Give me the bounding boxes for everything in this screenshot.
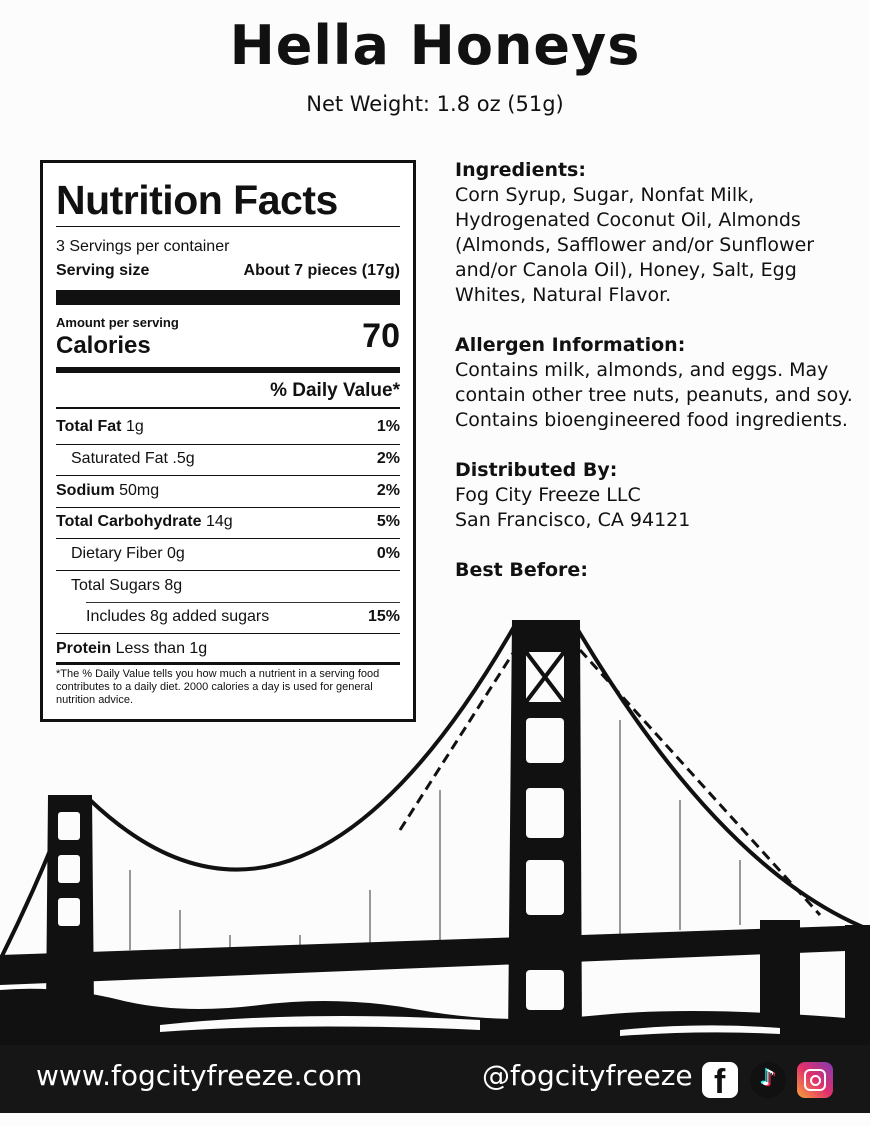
bottom-margin xyxy=(0,1113,870,1126)
calories-value: 70 xyxy=(362,317,400,355)
ingredients-text: Corn Syrup, Sugar, Nonfat Milk, Hydrogenated Coconut Oil, Almonds (Almonds, Safflower and/or Sunflower and/or Canola Oil), Honey, Salt, Egg Whites, Natural Flavor. xyxy=(455,184,815,306)
instagram-icon[interactable] xyxy=(797,1062,833,1098)
net-weight: Net Weight: 1.8 oz (51g) xyxy=(306,92,564,116)
nutrient-row-protein: Protein Less than 1g xyxy=(56,640,208,657)
daily-value-footnote: *The % Daily Value tells you how much a nutrient in a serving food contributes to a daily diet. 2000 calories a day is used for general nutrition advice. xyxy=(56,668,380,706)
nutrient-row-sodium: Sodium 50mg 2% xyxy=(56,482,400,499)
footer-bar xyxy=(0,1045,870,1113)
product-title: Hella Honeys xyxy=(229,14,641,77)
nutrient-row-total-carbohydrate: Total Carbohydrate 14g 5% xyxy=(56,513,400,530)
serving-size-value: About 7 pieces (17g) xyxy=(243,262,400,279)
distributor-name: Fog City Freeze LLC xyxy=(455,484,641,506)
serving-size-row xyxy=(56,262,400,280)
best-before-heading: Best Before: xyxy=(455,559,588,581)
nutrient-row-saturated-fat: Saturated Fat .5g 2% xyxy=(71,450,400,467)
allergen-text: Contains milk, almonds, and eggs. May contain other tree nuts, peanuts, and soy. Contains bioengineered food ingredients. xyxy=(455,359,853,431)
golden-gate-bridge-illustration xyxy=(0,560,870,1126)
facebook-icon[interactable]: f xyxy=(702,1062,738,1098)
social-handle[interactable]: @fogcityfreeze xyxy=(482,1059,693,1092)
tiktok-icon[interactable]: ♪ xyxy=(750,1062,786,1098)
calories-label: Calories xyxy=(56,332,151,359)
distributor-address: San Francisco, CA 94121 xyxy=(455,509,691,531)
website-link[interactable]: www.fogcityfreeze.com xyxy=(36,1059,363,1092)
distributed-heading: Distributed By: xyxy=(455,459,618,481)
nutrient-row-total-fat: Total Fat 1g 1% xyxy=(56,418,400,435)
nutrient-row-total-sugars: Total Sugars 8g xyxy=(71,577,183,594)
product-info xyxy=(455,158,865,608)
nutrient-row-added-sugars: Includes 8g added sugars 15% xyxy=(86,608,400,625)
allergen-heading: Allergen Information: xyxy=(455,334,686,356)
nutrient-row-dietary-fiber: Dietary Fiber 0g 0% xyxy=(71,545,400,562)
serving-size-label: Serving size xyxy=(56,262,150,279)
servings-per-container: 3 Servings per container xyxy=(56,238,230,255)
amount-per-serving: Amount per serving xyxy=(56,315,179,330)
daily-value-header: % Daily Value* xyxy=(270,380,400,401)
nutrition-facts-title: Nutrition Facts xyxy=(56,177,338,223)
ingredients-heading: Ingredients: xyxy=(455,159,586,181)
